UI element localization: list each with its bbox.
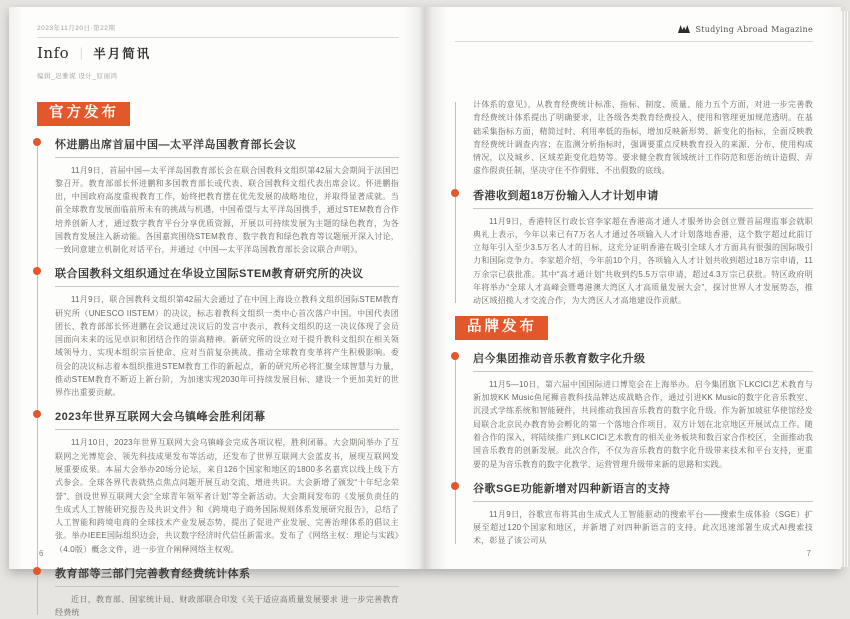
article-body: 近日，教育部、国家统计局、财政部联合印发《关于适应高质量发展要求 进一步完善教育经费统 xyxy=(55,593,399,619)
section-thread-line xyxy=(37,140,38,616)
page-number-right: 7 xyxy=(807,549,811,558)
section-thread-line xyxy=(455,102,456,303)
article-title: 启今集团推动音乐教育数字化升级 xyxy=(473,350,813,372)
article-body: 11月9日，香港特区行政长官李家超在香港高才通人才服务协会创立暨首届理监事会就职典礼上表示，今年以来已有7万名人才通过各项输入人才计划落地香港，这个数字超过此前订立每年引入至少3.5万名人才的目标，这充分证明香港在吸引全球人才方面具有很强的国际吸引力和国际竞争力。李家超介绍，今年前10个月，各项输入人才计划共收到超过18万宗申请，11万余宗已获批准。其中“高才通计划”共收到约5.5万宗申请，超过4.3万宗已获批。特区政府明年将举办“全球人才高峰会暨粤港澳大湾区人才高质量发展大会”，探讨世界人才发展势态，推动区域招揽人才交流合作，为大湾区人才高地建设作贡献。 xyxy=(473,215,813,308)
article-education-funding-continued xyxy=(473,98,813,178)
header-rule xyxy=(37,37,399,38)
article-title: 教育部等三部门完善教育经费统计体系 xyxy=(55,565,399,587)
brand-badge-row xyxy=(455,316,813,340)
right-article-column-top xyxy=(455,98,813,307)
heading-divider: ｜ xyxy=(75,45,87,62)
section-heading-en: Info xyxy=(37,44,69,62)
article-education-funding xyxy=(55,565,399,619)
page-number-left: 6 xyxy=(39,549,43,558)
article-title: 谷歌SGE功能新增对四种新语言的支持 xyxy=(473,480,813,502)
continuation-body: 计体系的意见》，从教育经费统计标准、指标、制度、质量、能力五个方面，对进一步完善教育经费统计体系提出了明确要求，让各级各类教育经费投入、使用和管理更加规范透明。在基础采集指标方面，精简过时、利用率低的指标，增加反映新形势、新变化的指标，全面反映教育经费统计调查内容；在监测分析指标时，强调要重点反映教育投入的来源、分布、使用构成情况，以及城乡、区域差距变化趋势等。要求健全教育领域统计工作防范和惩治统计造假、弄虚作假责任制，坚决守住不作假账、不出假数的底线。 xyxy=(473,98,813,178)
official-release-badge: 官方发布 xyxy=(37,102,130,126)
article-unesco-istem xyxy=(55,265,399,399)
article-title: 怀进鹏出席首届中国—太平洋岛国教育部长会议 xyxy=(55,136,399,158)
bullet-icon xyxy=(451,352,459,360)
article-body: 11月9日，联合国教科文组织第42届大会通过了在中国上海设立教科文组织国际STEM教育研究所（UNESCO IISTEM）的决议，标志着教科文组织一类中心首次落户中国。中国代表团团长、教育部部长怀进鹏在会议通过决议后的发言中表示，教科文组织的这一决议体现了会员国面向未来的远见卓识和团结合作的崇高精神。新研究所的设立对于提升教科文组织在相关领域领导力、实现本组织宗旨使命、应对当前复杂挑战、推动全球教育变革将产生积极影响。委员会的决议标志着本组织推进STEM教育工作的新起点，新的研究所必将汇聚全球智慧与力量，推动STEM教育不断迈上新台阶，为加速实现2030年可持续发展目标、建设一个更加美好的世界作出重要贡献。 xyxy=(55,293,399,399)
article-wuzhen-summit xyxy=(55,408,399,555)
left-page xyxy=(9,7,425,569)
section-heading-cn: 半月简讯 xyxy=(93,44,151,62)
article-pacific-ministers xyxy=(55,136,399,257)
article-title: 联合国教科文组织通过在华设立国际STEM教育研究所的决议 xyxy=(55,265,399,287)
magazine-spread xyxy=(9,7,841,569)
brand-release-badge: 品牌发布 xyxy=(455,316,548,340)
article-qijin-music xyxy=(473,350,813,471)
bullet-icon xyxy=(33,410,41,418)
page-stack-edge xyxy=(841,11,850,567)
bullet-icon xyxy=(33,267,41,275)
article-body: 11月5—10日，第六届中国国际进口博览会在上海举办。启今集团旗下LKCICI艺术教育与新加坡KK Music鱼尾狮音教科技品牌达成战略合作，通过引进KK Music的数字化音乐教室、沉浸式学练系统和智能硬件，共同推动我国音乐教育的数字化升级。作为新加坡驻华使馆经发局联合北京民办教育协会孵化的第一个落地合作项目，双方计划在北京地区开展试点工作。随着合作的深入，将陆续推广到LKCICI艺术教育的相关业务板块和数百家合作校区，全面推动我国音乐教育的创新发展。此次合作，不仅为音乐教育的数字化升级带来技术和平台支持，更重要的是为音乐教育的数字化教学、运营管理升级带来新的思路和实践。 xyxy=(473,378,813,471)
article-body: 11月9日，首届中国—太平洋岛国教育部长会在联合国教科文组织第42届大会期间于法国巴黎召开。教育部部长怀进鹏和多国教育部长或代表、联合国教科文组代表出席会议。怀进鹏指出，中国政府高度重视教育工作，始终把教育摆在优先发展的战略地位，并取得显著成就。当前全球教育发展面临前所未有的挑战与机遇，中国希望与太平洋岛国携手，通过STEM教育合作培养创新人才，通过数字教育平台分享优质资源，开展以可持续发展为主题的绿色教育，为各国教育发展注入新动能。各国嘉宾围绕STEM教育、数字教育和绿色教育等议题展开深入讨论，一致同意建立机制化对话平台，并通过《中国—太平洋岛国教育部长会议联合声明》。 xyxy=(55,164,399,257)
left-article-column xyxy=(37,136,399,619)
section-heading xyxy=(37,44,399,62)
magazine-name-row xyxy=(455,23,813,36)
magazine-name: Studying Abroad Magazine xyxy=(695,25,813,34)
official-badge-row xyxy=(37,102,399,126)
bullet-icon xyxy=(451,482,459,490)
section-thread-line xyxy=(455,354,456,544)
article-title: 2023年世界互联网大会乌镇峰会胜利闭幕 xyxy=(55,408,399,430)
article-body: 11月10日，2023年世界互联网大会乌镇峰会完成各项议程，胜利闭幕。大会期间举办了互联网之光博览会、领先科技成果发布等活动，还发布了世界互联网大会蓝皮书，展现互联网发展重要成果。本届大会举办20场分论坛，来自126个国家和地区的1800多名嘉宾以线上线下方式参会。全球各界代表就热点焦点问题开展互动交流、增进共识。大会新增了颁发“十年纪念荣誉”、创设世界互联网大会“全球青年领军者计划”等全新活动。大会期间发布的《发展负责任的生成式人工智能研究报告及共识文件》和《跨境电子商务国际规则体系发展研究报告》，总结了人工智能和跨境电商的全球技术产业发展态势，提出了促进产业发展、完善治理体系的倡议主张。举办IEEE国际组织边会，共议数字经济时代信任新需求。发布了《网络主权：理论与实践》（4.0版）概念文件，进一步宣介阐释网络主权观。 xyxy=(55,436,399,555)
header-spacer xyxy=(455,42,813,98)
right-page xyxy=(425,7,841,569)
article-body: 11月9日，谷歌宣布将其由生成式人工智能驱动的搜索平台——搜索生成体验（SGE）扩展至超过120个国家和地区，并新增了对四种新语言的支持。此次迅速部署生成式AI搜索技术，彰显了该公司从 xyxy=(473,508,813,548)
credits-line: 编辑_迟雅妮 设计_原丽鸿 xyxy=(37,71,399,80)
right-article-column-bottom xyxy=(455,350,813,548)
article-title: 香港收到超18万份输入人才计划申请 xyxy=(473,187,813,209)
bullet-icon xyxy=(33,138,41,146)
article-hk-talent xyxy=(473,187,813,308)
article-google-sge xyxy=(473,480,813,548)
magazine-logo-icon xyxy=(678,25,691,34)
bullet-icon xyxy=(33,567,41,575)
bullet-icon xyxy=(451,189,459,197)
issue-date: 2023年11月20日·第22期 xyxy=(37,23,399,32)
